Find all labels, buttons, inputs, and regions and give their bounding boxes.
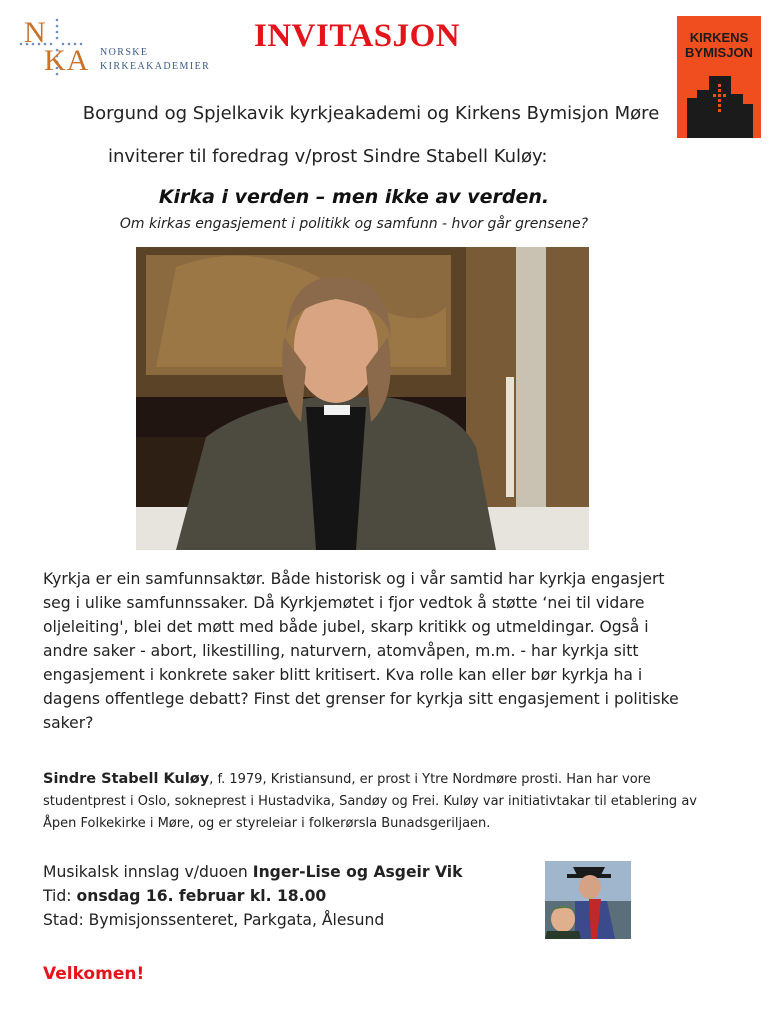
speaker-name: Sindre Stabell Kuløy xyxy=(43,771,210,787)
speaker-photo xyxy=(136,247,589,550)
nka-name-line2: KIRKEAKADEMIER xyxy=(100,61,211,72)
nka-name-line1: NORSKE xyxy=(100,47,149,58)
lecture-subtitle: Om kirkas engasjement i politikk og samfunn - hvor går grensene? xyxy=(119,216,589,232)
speaker-bio xyxy=(43,768,733,835)
time-value: onsdag 16. februar kl. 18.00 xyxy=(76,887,327,905)
music-line xyxy=(43,860,523,884)
music-prefix: Musikalsk innslag v/duoen xyxy=(43,863,253,881)
kb-logo-line2: BYMISJON xyxy=(685,45,753,60)
place-line: Stad: Bymisjonssenteret, Parkgata, Ålesund xyxy=(43,911,385,929)
page-title: INVITASJON xyxy=(254,18,461,54)
event-info xyxy=(43,860,523,932)
lecture-title: Kirka i verden – men ikke av verden. xyxy=(158,186,550,208)
kb-logo-text xyxy=(677,30,761,60)
time-prefix: Tid: xyxy=(43,887,77,905)
nka-logo-letters xyxy=(18,16,98,78)
musicians-photo xyxy=(545,861,631,939)
nka-letter-n: N xyxy=(24,16,46,49)
intro-line-organizers: Borgund og Spjelkavik kyrkjeakademi og Kirkens Bymisjon Møre xyxy=(82,103,660,124)
description-paragraph: Kyrkja er ein samfunnsaktør. Både historisk og i vår samtid har kyrkja engasjert seg i ulike samfunnssaker. Då Kyrkjemøtet i fjor vedtok å støtte ‘nei til vidare oljeleiting', blei det møtt med både jubel, skarp kritikk og utmeldingar. Også i andre saker - abort, likestilling, naturvern, atomvåpen, m.m. - har kyrkja sitt engasjement i konkrete saker blitt kritisert. Kva rolle kan eller bør kyrkja ha i dagens offentlege debatt? Finst det grenser for kyrkja sitt engasjement i politiske saker? xyxy=(43,570,679,732)
nka-logo xyxy=(18,16,233,80)
intro-line-invitation: inviterer til foredrag v/prost Sindre Stabell Kuløy: xyxy=(108,146,548,167)
nka-logo-name xyxy=(100,46,210,74)
kb-logo-line1: KIRKENS xyxy=(689,30,749,45)
time-line xyxy=(43,884,523,908)
nka-letters-ka: KA xyxy=(44,44,90,77)
speaker-bio-text: , f. 1979, Kristiansund, er prost i Ytre Nordmøre prosti. Han har vore studentprest i Oslo, sokneprest i Hustadvika, Sandøy og Frei. Kuløy var initiativtakar til etablering av Åpen Folkekirke i Møre, og er styreleiar i folkerørsla Bunadsgeriljaen. xyxy=(43,772,697,831)
music-performers: Inger-Lise og Asgeir Vik xyxy=(252,863,463,881)
welcome-text: Velkomen! xyxy=(43,964,145,984)
